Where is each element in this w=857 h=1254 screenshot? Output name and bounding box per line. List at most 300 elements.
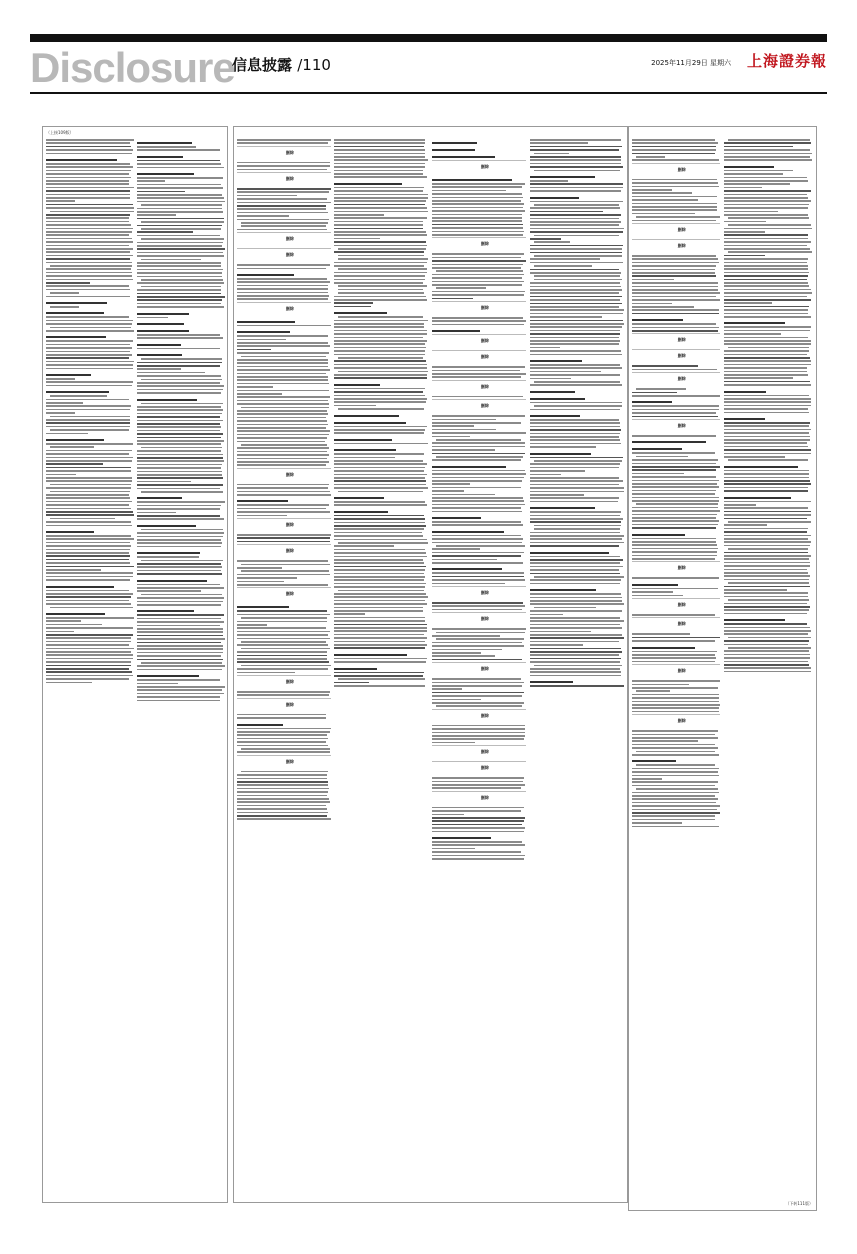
text-line <box>334 395 425 397</box>
text-line <box>46 559 129 561</box>
text-line <box>338 542 428 544</box>
text-line <box>724 412 809 414</box>
text-line <box>137 208 222 210</box>
text-line <box>338 678 425 680</box>
text-line <box>237 781 328 783</box>
text-line <box>632 822 682 824</box>
text-line <box>530 535 624 537</box>
text-line <box>137 420 223 422</box>
text-line <box>141 491 223 493</box>
text-line <box>530 282 620 284</box>
text-line <box>724 177 807 179</box>
text-line <box>137 299 222 301</box>
text-line <box>530 573 620 575</box>
text-line <box>530 443 621 445</box>
text-line <box>432 207 523 209</box>
text-line <box>530 497 619 499</box>
text-line <box>338 268 427 270</box>
table-cell-label: 删除 <box>285 176 294 181</box>
text-line <box>432 576 524 578</box>
text-line <box>632 199 698 201</box>
text-line <box>632 412 716 414</box>
text-line <box>237 195 297 197</box>
text-line <box>432 429 496 431</box>
text-line <box>632 819 715 821</box>
text-line <box>46 361 134 363</box>
text-line <box>334 221 423 223</box>
text-line <box>334 634 424 636</box>
text-line <box>724 480 810 482</box>
text-line <box>46 289 130 291</box>
table-row <box>237 468 331 483</box>
text-line <box>237 655 327 657</box>
text-line <box>636 216 720 218</box>
text-line <box>334 647 425 649</box>
text-line <box>334 146 424 148</box>
text-line <box>137 505 221 507</box>
text-line <box>137 686 225 688</box>
text-line <box>50 518 115 520</box>
text-line <box>137 218 224 220</box>
text-line <box>334 306 371 308</box>
text-line <box>530 603 624 605</box>
text-line <box>632 795 715 797</box>
text-line <box>530 272 621 274</box>
section-heading-line <box>137 399 197 401</box>
text-line <box>137 262 221 264</box>
section-heading-line <box>432 179 512 181</box>
text-line <box>632 614 715 616</box>
text-line <box>530 491 624 493</box>
text-line <box>632 701 719 703</box>
text-line <box>50 265 132 267</box>
text-line <box>432 490 464 492</box>
text-line <box>46 412 75 414</box>
text-line <box>137 255 224 257</box>
text-line <box>724 569 807 571</box>
text-line <box>432 487 521 489</box>
text-line <box>46 214 130 216</box>
text-line <box>724 552 808 554</box>
text-line <box>237 417 326 419</box>
text-line <box>632 459 718 461</box>
text-line <box>237 487 328 489</box>
table-cell-label: 删除 <box>480 338 489 344</box>
text-line <box>432 699 481 701</box>
text-line <box>237 139 331 141</box>
text-line <box>237 191 329 193</box>
text-line <box>137 536 223 538</box>
text-line <box>237 818 331 820</box>
text-line <box>237 205 326 207</box>
text-line <box>141 447 222 449</box>
text-line <box>141 358 222 360</box>
text-line <box>530 183 623 185</box>
text-line <box>137 601 223 603</box>
text-line <box>46 627 133 629</box>
text-line <box>46 648 134 650</box>
text-line <box>724 657 810 659</box>
text-line <box>724 306 809 308</box>
text-line <box>724 453 811 455</box>
text-line <box>137 464 222 466</box>
text-line <box>632 507 718 509</box>
text-line <box>530 238 561 240</box>
text-line <box>334 350 425 352</box>
text-line <box>237 215 289 217</box>
text-line <box>334 627 427 629</box>
text-line <box>632 269 715 271</box>
text-line <box>632 497 719 499</box>
table-row <box>432 709 526 724</box>
text-line <box>724 262 807 264</box>
text-line <box>530 354 622 356</box>
text-line <box>334 586 425 588</box>
text-line <box>46 600 129 602</box>
text-line <box>334 515 424 517</box>
text-line <box>724 221 766 223</box>
text-line <box>334 187 424 189</box>
text-line <box>530 371 601 373</box>
section-heading-line <box>334 183 402 185</box>
text-line <box>137 597 224 599</box>
text-line <box>237 784 328 786</box>
top-black-bar <box>30 34 827 42</box>
text-line <box>530 583 620 585</box>
text-line <box>724 296 807 298</box>
text-line <box>137 167 224 169</box>
text-line <box>137 471 222 473</box>
text-line <box>334 337 423 339</box>
text-line <box>334 173 423 175</box>
text-line <box>141 379 222 381</box>
text-line <box>334 323 424 325</box>
text-line <box>334 139 425 141</box>
text-line <box>46 282 90 284</box>
text-line <box>432 200 521 202</box>
text-line <box>632 687 718 689</box>
text-line <box>334 596 428 598</box>
text-line <box>530 422 620 424</box>
text-line <box>334 685 425 687</box>
text-line <box>432 682 524 684</box>
table-row <box>237 755 331 770</box>
text-line <box>724 507 808 509</box>
text-line <box>724 528 808 530</box>
text-line <box>530 439 620 441</box>
text-line <box>334 641 425 643</box>
text-line <box>237 658 327 660</box>
text-line <box>432 324 524 326</box>
text-line <box>632 192 692 194</box>
text-line <box>530 245 623 247</box>
text-line <box>338 289 423 291</box>
text-line <box>46 330 134 332</box>
text-line <box>50 327 131 329</box>
text-line <box>530 166 623 168</box>
text-line <box>632 153 715 155</box>
text-line <box>137 474 222 476</box>
text-line <box>530 299 620 301</box>
text-line <box>237 464 326 466</box>
section-heading-line <box>46 531 94 533</box>
text-line <box>237 581 284 583</box>
text-line <box>432 725 525 727</box>
text-line <box>530 545 619 547</box>
text-line <box>724 473 809 475</box>
text-line <box>632 149 716 151</box>
text-line <box>724 439 810 441</box>
text-line <box>334 613 365 615</box>
section-heading-line <box>724 322 785 324</box>
text-line <box>432 422 521 424</box>
text-line <box>334 211 428 213</box>
text-line <box>334 672 424 674</box>
text-line <box>530 384 622 386</box>
text-line <box>530 620 624 622</box>
text-line <box>432 186 522 188</box>
text-line <box>530 480 623 482</box>
text-line <box>724 432 809 434</box>
text-line <box>237 805 326 807</box>
text-line <box>724 282 808 284</box>
text-line <box>632 651 717 653</box>
text-line <box>334 377 427 379</box>
text-line <box>724 156 810 158</box>
text-line <box>636 503 718 505</box>
text-line <box>724 333 781 335</box>
table-row <box>237 172 331 187</box>
text-line <box>530 484 619 486</box>
text-line <box>432 659 522 661</box>
text-line <box>724 531 807 533</box>
text-line <box>432 425 474 427</box>
text-line <box>530 156 621 158</box>
text-line <box>530 269 619 271</box>
text-line <box>724 545 810 547</box>
text-line <box>724 343 811 345</box>
text-line <box>632 139 715 141</box>
section-heading-line <box>334 415 399 417</box>
text-line <box>432 449 495 451</box>
text-line <box>137 191 185 193</box>
text-line <box>724 429 811 431</box>
text-line <box>530 374 620 376</box>
text-line <box>632 299 720 301</box>
text-line <box>137 146 196 148</box>
text-line <box>530 187 623 189</box>
text-line <box>632 815 715 817</box>
text-line <box>334 360 426 362</box>
section-heading-line <box>724 619 785 621</box>
text-line <box>724 272 809 274</box>
text-line <box>141 594 222 596</box>
text-line <box>46 549 130 551</box>
text-line <box>237 691 330 693</box>
text-line <box>724 173 783 175</box>
text-line <box>237 268 326 270</box>
text-line <box>432 742 475 744</box>
table-row <box>432 761 526 776</box>
text-line <box>241 356 326 358</box>
text-line <box>530 579 621 581</box>
text-line <box>724 535 811 537</box>
table-cell-label: 删除 <box>285 758 294 764</box>
text-line <box>724 442 807 444</box>
text-line <box>432 824 522 826</box>
text-line <box>237 325 331 327</box>
text-line <box>237 142 328 144</box>
text-line <box>137 225 222 227</box>
text-line <box>46 463 103 465</box>
text-line <box>237 434 329 436</box>
text-line <box>724 408 808 410</box>
text-line <box>432 605 525 607</box>
text-line <box>530 538 622 540</box>
text-line <box>432 190 506 192</box>
text-line <box>432 415 525 417</box>
text-line <box>237 534 331 536</box>
text-line <box>432 483 470 485</box>
section-heading-line <box>530 589 596 591</box>
text-line <box>432 841 522 843</box>
text-line <box>724 504 756 506</box>
text-line <box>334 374 427 376</box>
text-line <box>334 576 425 578</box>
text-line <box>534 279 622 281</box>
text-line <box>724 197 808 199</box>
text-line <box>237 396 330 398</box>
text-line <box>632 272 715 274</box>
text-line <box>530 419 619 421</box>
text-line <box>432 317 523 319</box>
text-line <box>432 855 525 857</box>
text-column <box>724 139 812 1199</box>
section-heading-line <box>432 466 506 468</box>
text-line <box>432 814 464 816</box>
table-row <box>432 301 526 316</box>
table-row <box>237 146 331 161</box>
section-heading-line <box>432 330 480 332</box>
text-line <box>724 627 810 629</box>
text-line <box>237 386 273 388</box>
text-line <box>137 413 222 415</box>
text-line <box>432 777 524 779</box>
text-line <box>334 354 425 356</box>
text-line <box>334 282 423 284</box>
text-line <box>632 798 718 800</box>
table-cell-label: 删除 <box>285 701 294 707</box>
text-line <box>237 345 330 347</box>
text-line <box>530 340 620 342</box>
text-line <box>632 805 720 807</box>
text-line <box>334 272 427 274</box>
text-line <box>632 730 718 732</box>
text-line <box>724 456 785 458</box>
text-line <box>46 166 133 168</box>
text-line <box>724 330 810 332</box>
text-line <box>724 633 808 635</box>
table-cell-label: 删除 <box>677 668 686 674</box>
text-line <box>432 494 495 496</box>
section-heading-line <box>137 330 189 332</box>
text-line <box>530 330 620 332</box>
text-line <box>334 443 428 445</box>
text-line <box>46 357 129 359</box>
text-line <box>724 511 811 513</box>
text-line <box>530 685 624 687</box>
text-line <box>237 577 297 579</box>
text-line <box>432 473 526 475</box>
text-line <box>534 241 570 243</box>
text-line <box>237 349 271 351</box>
text-line <box>137 214 176 216</box>
text-line <box>237 342 328 344</box>
text-line <box>237 169 327 171</box>
text-line <box>432 210 525 212</box>
text-line <box>432 227 523 229</box>
text-line <box>46 668 129 670</box>
text-line <box>530 467 619 469</box>
text-line <box>237 508 326 510</box>
text-line <box>46 504 129 506</box>
text-line <box>46 514 134 516</box>
text-line <box>724 371 807 373</box>
text-line <box>137 679 220 681</box>
text-line <box>237 610 327 612</box>
text-line <box>530 224 619 226</box>
text-line <box>724 187 762 189</box>
text-line <box>237 427 326 429</box>
text-line <box>632 409 719 411</box>
text-line <box>137 655 221 657</box>
text-line <box>137 570 221 572</box>
table-row <box>632 598 720 613</box>
text-column-with-table <box>237 139 331 1199</box>
text-line <box>724 524 767 526</box>
text-line <box>137 683 178 685</box>
text-line <box>534 665 622 667</box>
text-line <box>724 613 807 615</box>
table-cell-label: 删除 <box>285 149 294 155</box>
text-line <box>632 520 719 522</box>
text-line <box>46 204 133 206</box>
text-line <box>46 149 133 151</box>
text-line <box>432 497 523 499</box>
text-line <box>530 668 620 670</box>
text-line <box>50 292 79 294</box>
text-line <box>632 206 717 208</box>
text-line <box>46 183 129 185</box>
text-line <box>432 542 522 544</box>
text-line <box>334 391 423 393</box>
text-line <box>334 539 427 541</box>
text-line <box>432 583 505 585</box>
text-line <box>724 470 809 472</box>
text-line <box>632 510 720 512</box>
text-line <box>334 200 426 202</box>
text-line <box>46 422 130 424</box>
text-line <box>530 201 623 203</box>
section-logo-word: Disclosure <box>30 44 235 91</box>
text-line <box>724 664 809 666</box>
text-line <box>530 487 624 489</box>
text-line <box>632 189 672 191</box>
text-line <box>46 487 131 489</box>
section-heading-line <box>334 384 380 386</box>
table-cell-label: 删除 <box>677 718 686 724</box>
text-line <box>632 785 715 787</box>
